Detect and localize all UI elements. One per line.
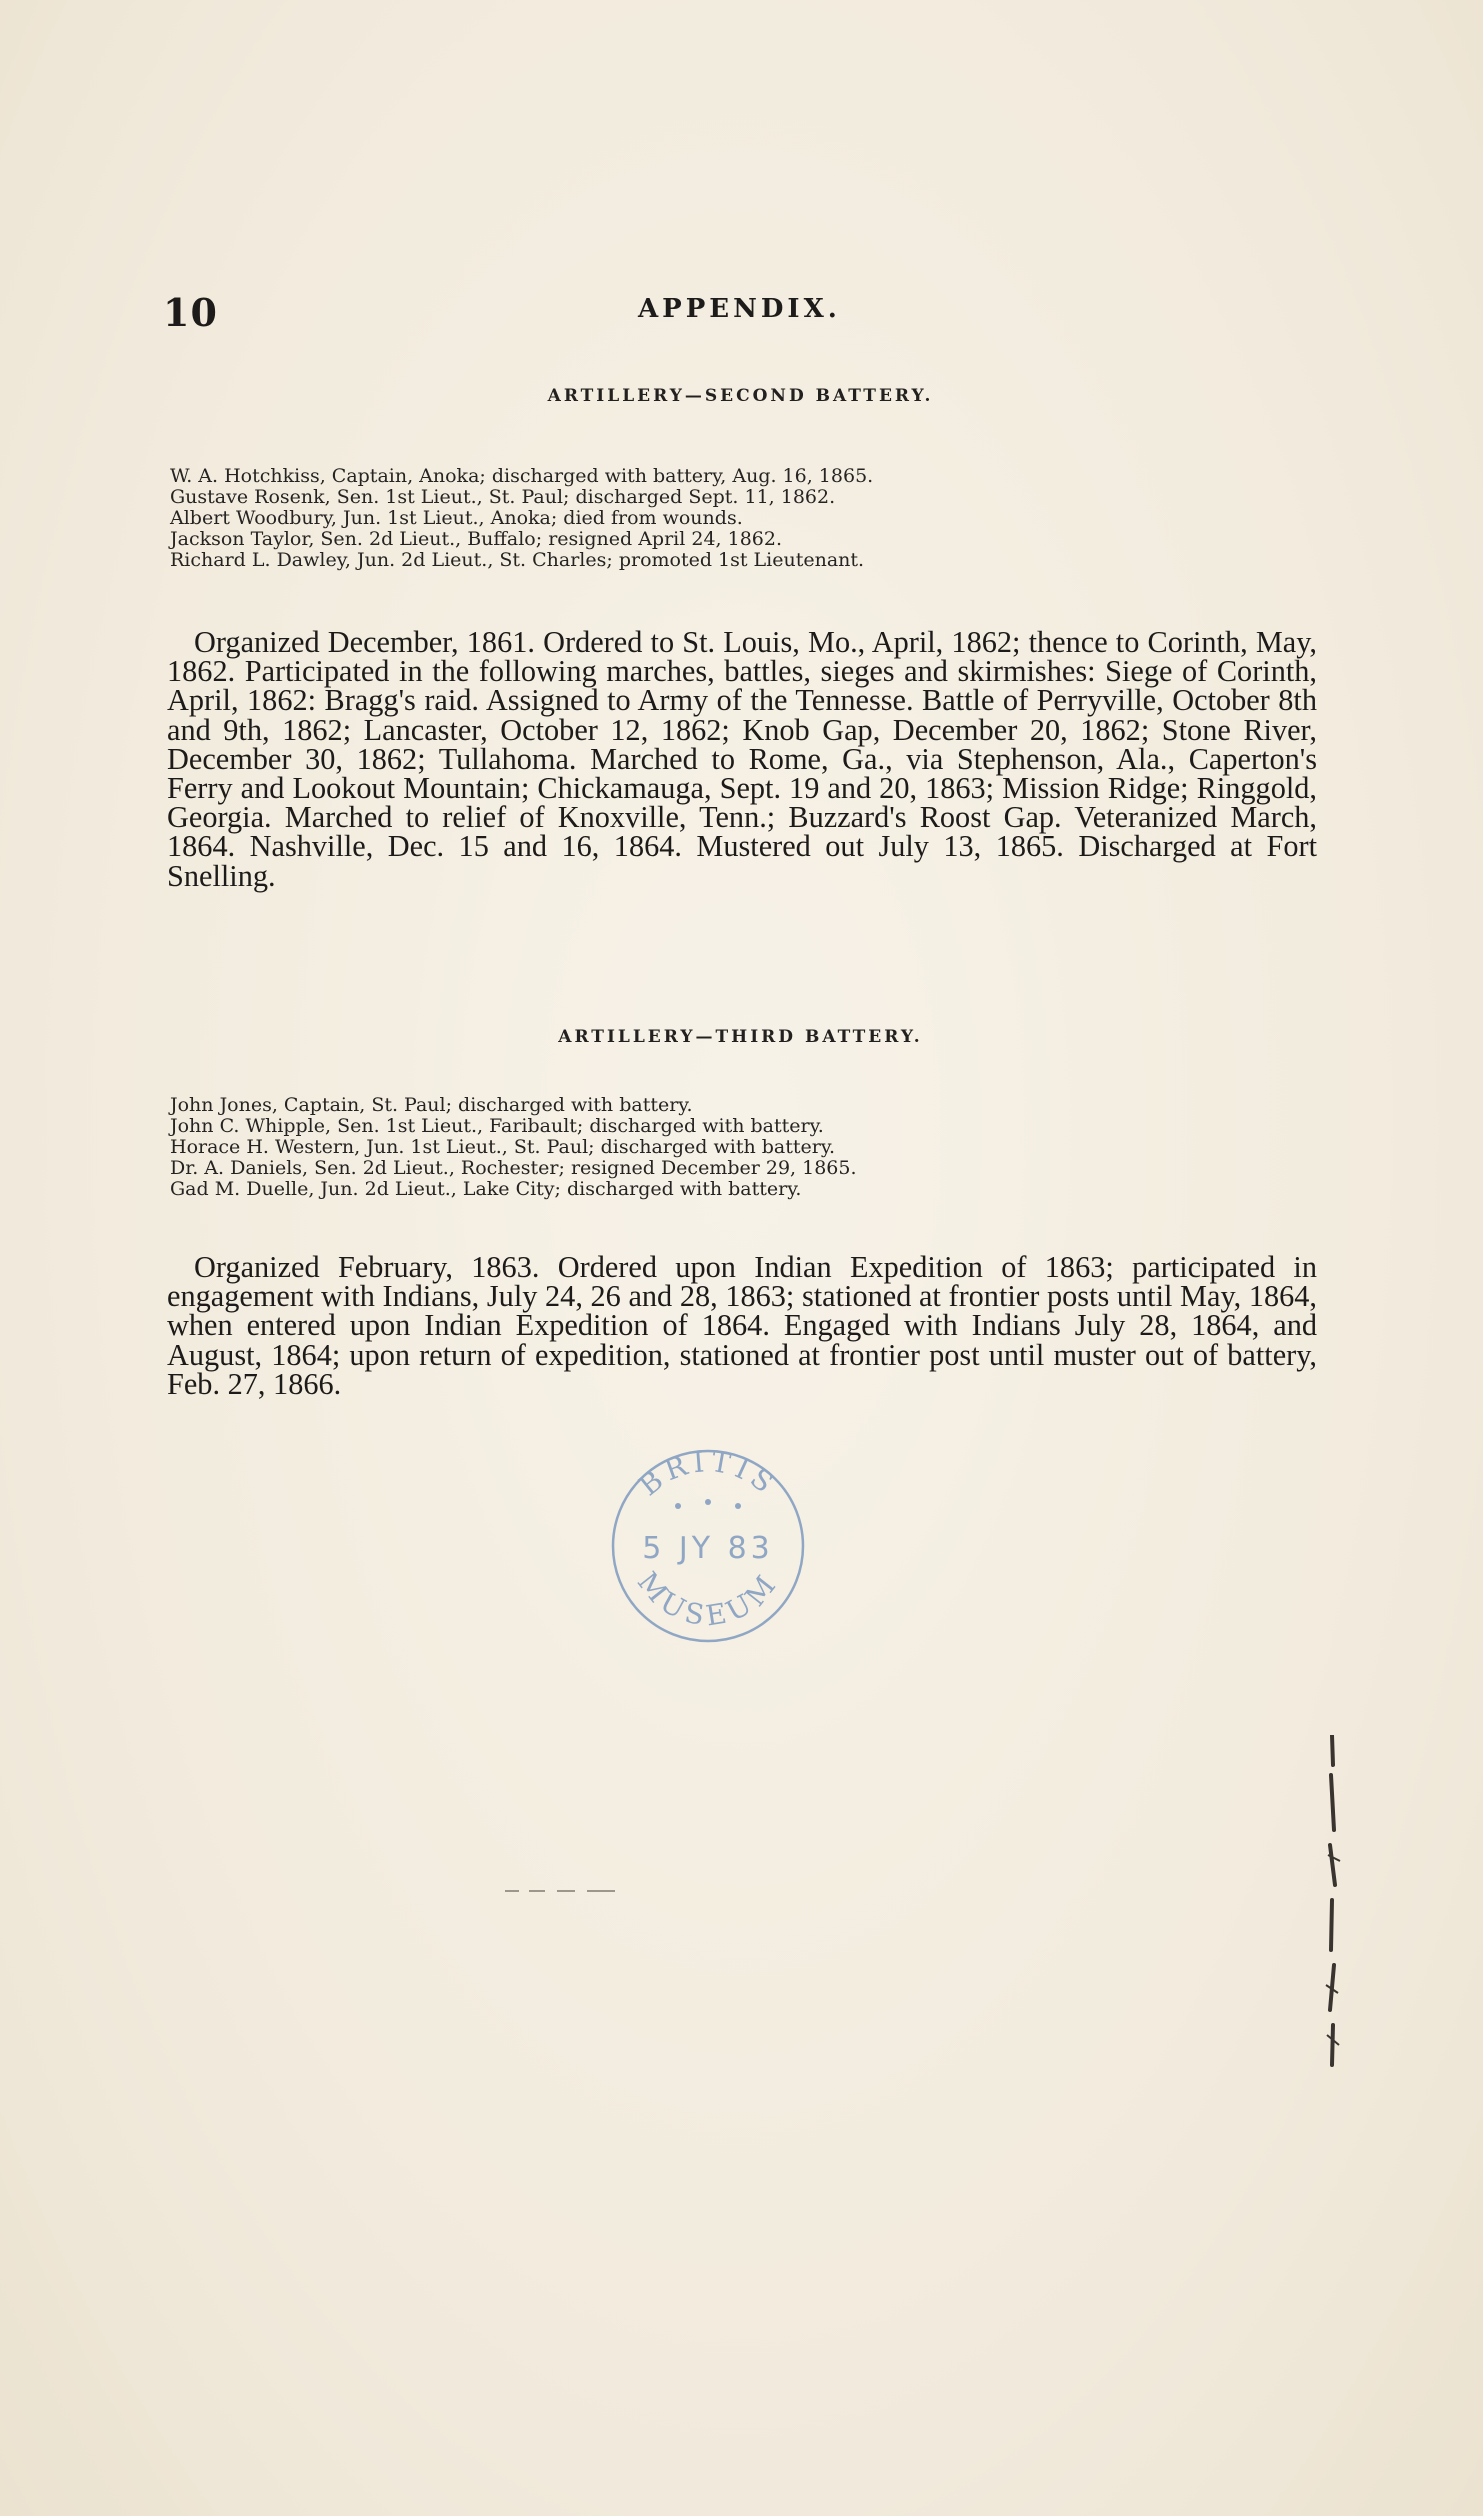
stamp-graphic <box>593 1418 823 1668</box>
third-battery-officers-list <box>170 1095 1320 1200</box>
officer-entry: Gustave Rosenk, Sen. 1st Lieut., St. Paul; discharged Sept. 11, 1862. <box>170 486 836 508</box>
second-battery-heading: ARTILLERY—SECOND BATTERY. <box>547 386 934 406</box>
officer-entry: Richard L. Dawley, Jun. 2d Lieut., St. Charles; promoted 1st Lieutenant. <box>170 549 865 571</box>
stamp-dot <box>675 1503 681 1509</box>
stamp-dot <box>705 1499 711 1505</box>
running-head <box>163 290 1318 340</box>
british-museum-stamp <box>593 1418 823 1668</box>
officer-entry: Jackson Taylor, Sen. 2d Lieut., Buffalo; resigned April 24, 1862. <box>170 528 782 550</box>
officer-entry: W. A. Hotchkiss, Captain, Anoka; discharged with battery, Aug. 16, 1865. <box>170 465 874 487</box>
officer-entry: Gad M. Duelle, Jun. 2d Lieut., Lake City; discharged with battery. <box>170 1178 802 1200</box>
page-number: 10 <box>163 290 218 335</box>
stamp-top-text: BRITIS <box>632 1444 784 1503</box>
officer-entry: Dr. A. Daniels, Sen. 2d Lieut., Rochester; resigned December 29, 1865. <box>170 1157 857 1179</box>
stamp-bottom-text: MUSEUM <box>630 1565 786 1633</box>
stamp-date: 5 JY 83 <box>642 1531 774 1566</box>
margin-ink-mark <box>1318 1735 1346 2075</box>
officer-entry: Albert Woodbury, Jun. 1st Lieut., Anoka; died from wounds. <box>170 507 743 529</box>
running-title: APPENDIX. <box>638 294 841 324</box>
second-battery-history: Organized December, 1861. Ordered to St. Louis, Mo., April, 1862; thence to Corinth, May, 1862. Participated in the following marches, battles, sieges and skirmishes: Siege of Corinth, April, 1862: Bragg's raid. Assigned to Army of the Tennesse. Battle of Perryville, October 8th and 9th, 1862; Lancaster, October 12, 1862; Knob Gap, December 20, 1862; Stone River, December 30, 1862; Tullahoma. Marched to Rome, Ga., via Stephenson, Ala., Caperton's Ferry and Lookout Mountain; Chickamauga, Sept. 19 and 20, 1863; Mission Ridge; Ringgold, Georgia. Marched to relief of Knoxville, Tenn.; Buzzard's Roost Gap. Veteranized March, 1864. Nashville, Dec. 15 and 16, 1864. Mustered out July 13, 1865. Discharged at Fort Snelling. <box>167 625 1317 893</box>
page-smudge <box>505 1888 615 1894</box>
third-battery-heading: ARTILLERY—THIRD BATTERY. <box>558 1027 923 1047</box>
third-battery-history: Organized February, 1863. Ordered upon Indian Expedition of 1863; participated in engagement with Indians, July 24, 26 and 28, 1863; stationed at frontier posts until May, 1864, when entered upon Indian Expedition of 1864. Engaged with Indians July 28, 1864, and August, 1864; upon return of expedition, stationed at frontier post until muster out of battery, Feb. 27, 1866. <box>167 1250 1317 1401</box>
officer-entry: John Jones, Captain, St. Paul; discharged with battery. <box>170 1094 693 1116</box>
officer-entry: Horace H. Western, Jun. 1st Lieut., St. Paul; discharged with battery. <box>170 1136 836 1158</box>
officer-entry: John C. Whipple, Sen. 1st Lieut., Faribault; discharged with battery. <box>170 1115 824 1137</box>
stamp-dot <box>735 1503 741 1509</box>
second-battery-officers-list <box>170 466 1320 571</box>
